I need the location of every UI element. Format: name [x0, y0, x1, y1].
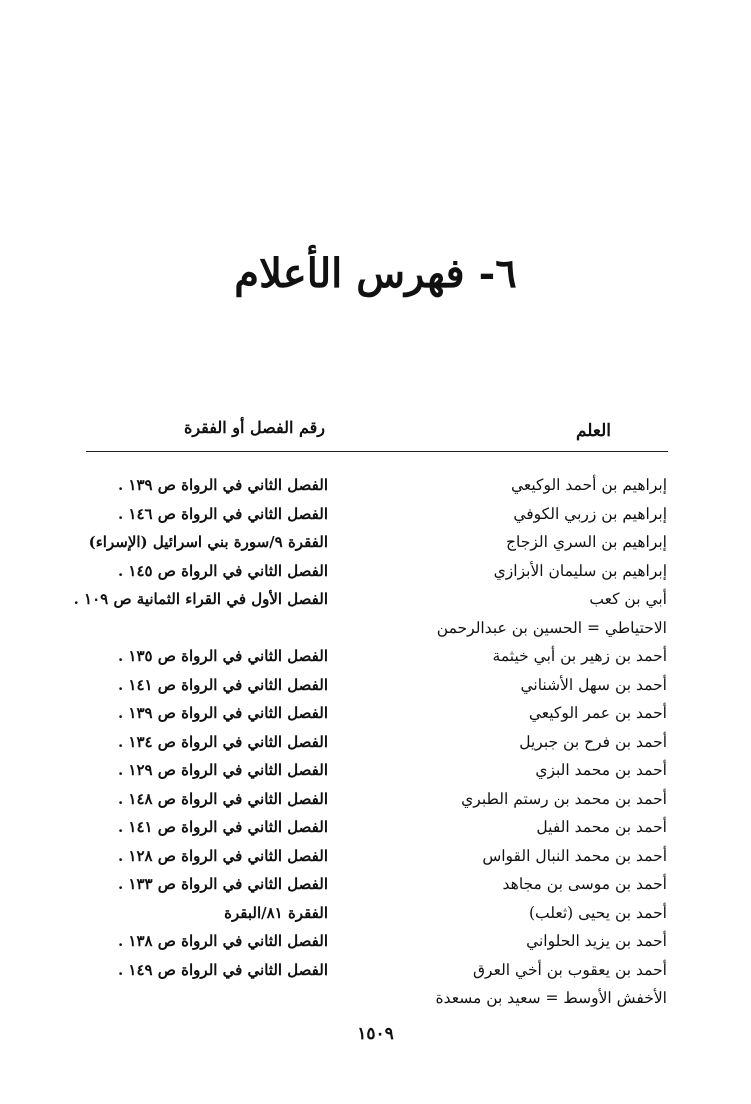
page-title: ٦- فهرس الأعلام: [234, 250, 517, 297]
entry-name: أحمد بن سهل الأشناني: [520, 675, 667, 694]
entry-name: الاحتياطي = الحسين بن عبدالرحمن: [436, 618, 667, 637]
entry-reference: الفصل الثاني في الرواة ص ١٢٨ .: [117, 846, 328, 865]
index-row: [0, 818, 751, 847]
entry-name: أحمد بن محمد الفيل: [536, 818, 667, 836]
entry-reference: الفصل الثاني في الرواة ص ١٣٥ .: [117, 647, 328, 665]
index-row: [0, 790, 751, 819]
entry-reference: الفصل الثاني في الرواة ص ١٣٩ .: [117, 476, 328, 494]
entry-reference: الفصل الثاني في الرواة ص ١٣٩ .: [117, 704, 328, 722]
column-header-reference: رقم الفصل أو الفقرة: [183, 418, 325, 437]
index-row: [0, 761, 751, 790]
entry-reference: الفصل الثاني في الرواة ص ١٤٥ .: [117, 561, 328, 580]
index-row: [0, 932, 751, 961]
index-row: [0, 590, 751, 619]
entry-reference: الفصل الثاني في الرواة ص ١٤١ .: [117, 675, 328, 694]
index-row: [0, 904, 751, 933]
entry-name: أحمد بن موسى بن مجاهد: [502, 875, 667, 893]
entry-name: إبراهيم بن سليمان الأبزازي: [493, 561, 667, 580]
page-number: ١٥٠٩: [357, 1024, 394, 1044]
entry-name: أحمد بن يزيد الحلواني: [526, 932, 667, 950]
entry-reference: الفقرة ٨١/البقرة: [224, 903, 328, 922]
index-row: [0, 562, 751, 591]
index-row: [0, 847, 751, 876]
index-row: [0, 961, 751, 990]
entry-reference: الفقرة ٩/سورة بني اسرائيل (الإسراء): [88, 533, 328, 551]
index-row: [0, 505, 751, 534]
entry-reference: الفصل الثاني في الرواة ص ١٣٨ .: [117, 932, 328, 950]
entry-reference: الفصل الأول في القراء الثمانية ص ١٠٩ .: [73, 590, 328, 608]
entry-reference: الفصل الثاني في الرواة ص ١٤٨ .: [117, 789, 328, 808]
entry-reference: الفصل الثاني في الرواة ص ١٣٣ .: [117, 875, 328, 893]
column-header-name: العلم: [575, 421, 611, 441]
entry-name: أحمد بن يحيى (ثعلب): [528, 903, 667, 922]
entry-name: إبراهيم بن السري الزجاج: [506, 533, 667, 551]
entry-name: أحمد بن محمد النبال القواس: [482, 846, 667, 865]
index-row: [0, 733, 751, 762]
index-row: [0, 533, 751, 562]
entry-name: أبي بن كعب: [589, 590, 667, 608]
index-row: [0, 619, 751, 648]
index-row: [0, 647, 751, 676]
header-rule: [86, 451, 668, 452]
entry-name: أحمد بن فرح بن جبريل: [519, 732, 667, 751]
entry-name: أحمد بن محمد بن رستم الطبري: [461, 789, 667, 808]
entry-name: أحمد بن محمد البزي: [535, 761, 667, 779]
entry-reference: الفصل الثاني في الرواة ص ١٢٩ .: [117, 761, 328, 779]
entry-name: الأخفش الأوسط = سعيد بن مسعدة: [435, 989, 667, 1007]
entry-name: أحمد بن زهير بن أبي خيثمة: [492, 647, 667, 665]
index-row: [0, 676, 751, 705]
entry-name: أحمد بن يعقوب بن أخي العرق: [473, 960, 667, 979]
entry-reference: الفصل الثاني في الرواة ص ١٤٩ .: [117, 960, 328, 979]
index-list: [0, 476, 751, 1018]
entry-reference: الفصل الثاني في الرواة ص ١٣٤ .: [117, 732, 328, 751]
index-row: [0, 476, 751, 505]
entry-name: إبراهيم بن أحمد الوكيعي: [510, 476, 667, 494]
entry-reference: الفصل الثاني في الرواة ص ١٤٦ .: [117, 504, 328, 523]
index-row: [0, 875, 751, 904]
entry-name: إبراهيم بن زربي الكوفي: [513, 504, 667, 523]
index-row: [0, 704, 751, 733]
entry-name: أحمد بن عمر الوكيعي: [528, 704, 667, 722]
index-row: [0, 989, 751, 1018]
entry-reference: الفصل الثاني في الرواة ص ١٤١ .: [117, 818, 328, 836]
